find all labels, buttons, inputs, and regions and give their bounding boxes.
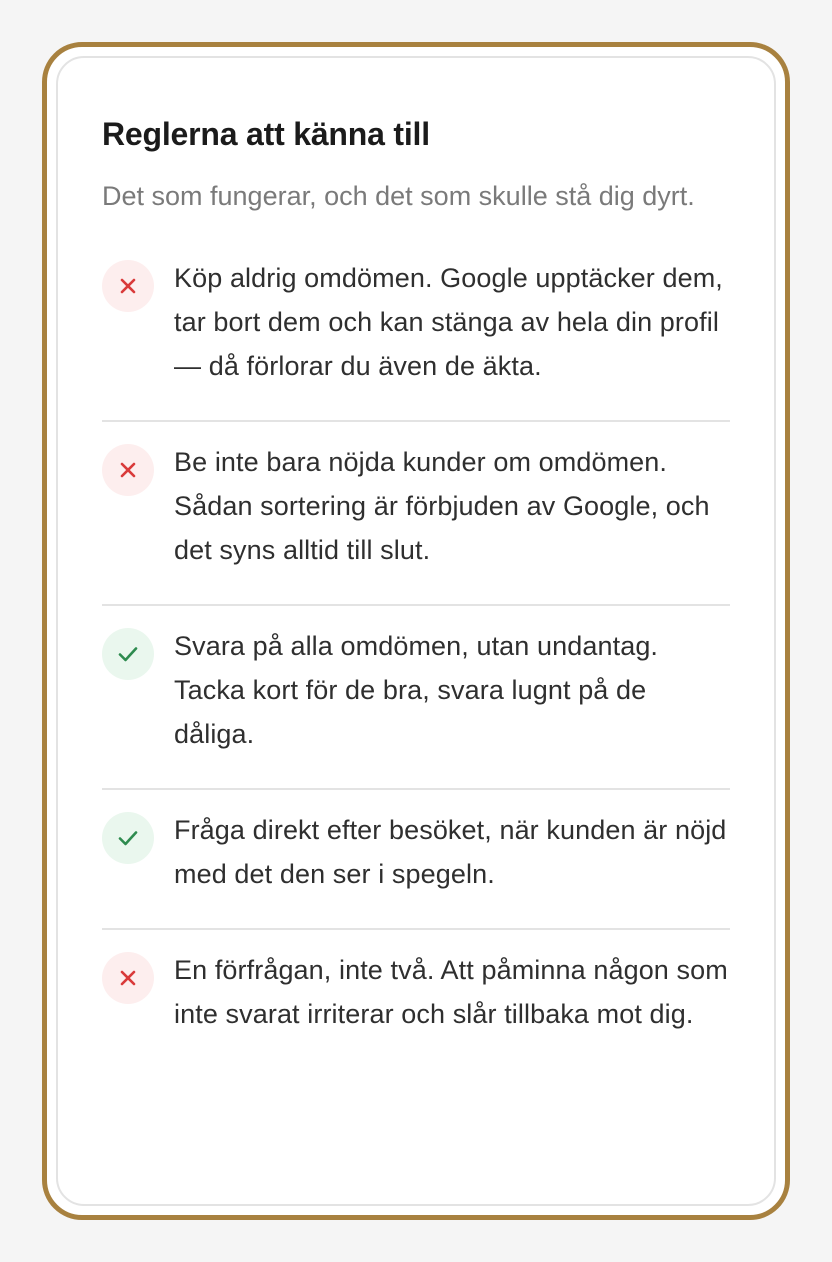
- rule-item: [102, 790, 730, 930]
- rule-text: Fråga direkt efter besöket, när kunden är nöjd med det den ser i spegeln.: [174, 815, 727, 889]
- rule-item: [102, 606, 730, 790]
- rule-text: Svara på alla omdömen, utan undantag. Tacka kort för de bra, svara lugnt på de dåliga.: [174, 631, 659, 749]
- card-frame: [42, 42, 790, 1220]
- rule-item: [102, 930, 730, 1068]
- card-title: Reglerna att känna till: [102, 116, 430, 152]
- checkmark-icon: [102, 812, 154, 864]
- rule-text: Be inte bara nöjda kunder om omdömen. Sådan sortering är förbjuden av Google, och det syns alltid till slut.: [174, 447, 710, 565]
- cross-icon: [102, 444, 154, 496]
- rules-card: [56, 56, 776, 1206]
- card-subtitle: Det som fungerar, och det som skulle stå dig dyrt.: [102, 181, 695, 211]
- rule-item: [102, 260, 730, 422]
- cross-icon: [102, 952, 154, 1004]
- rule-item: [102, 422, 730, 606]
- cross-icon: [102, 260, 154, 312]
- checkmark-icon: [102, 628, 154, 680]
- rules-list: [102, 260, 730, 1068]
- rule-text: En förfrågan, inte två. Att påminna någon som inte svarat irriterar och slår tillbaka mot dig.: [174, 955, 728, 1029]
- rule-text: Köp aldrig omdömen. Google upptäcker dem, tar bort dem och kan stänga av hela din profil — då förlorar du även de äkta.: [174, 263, 723, 381]
